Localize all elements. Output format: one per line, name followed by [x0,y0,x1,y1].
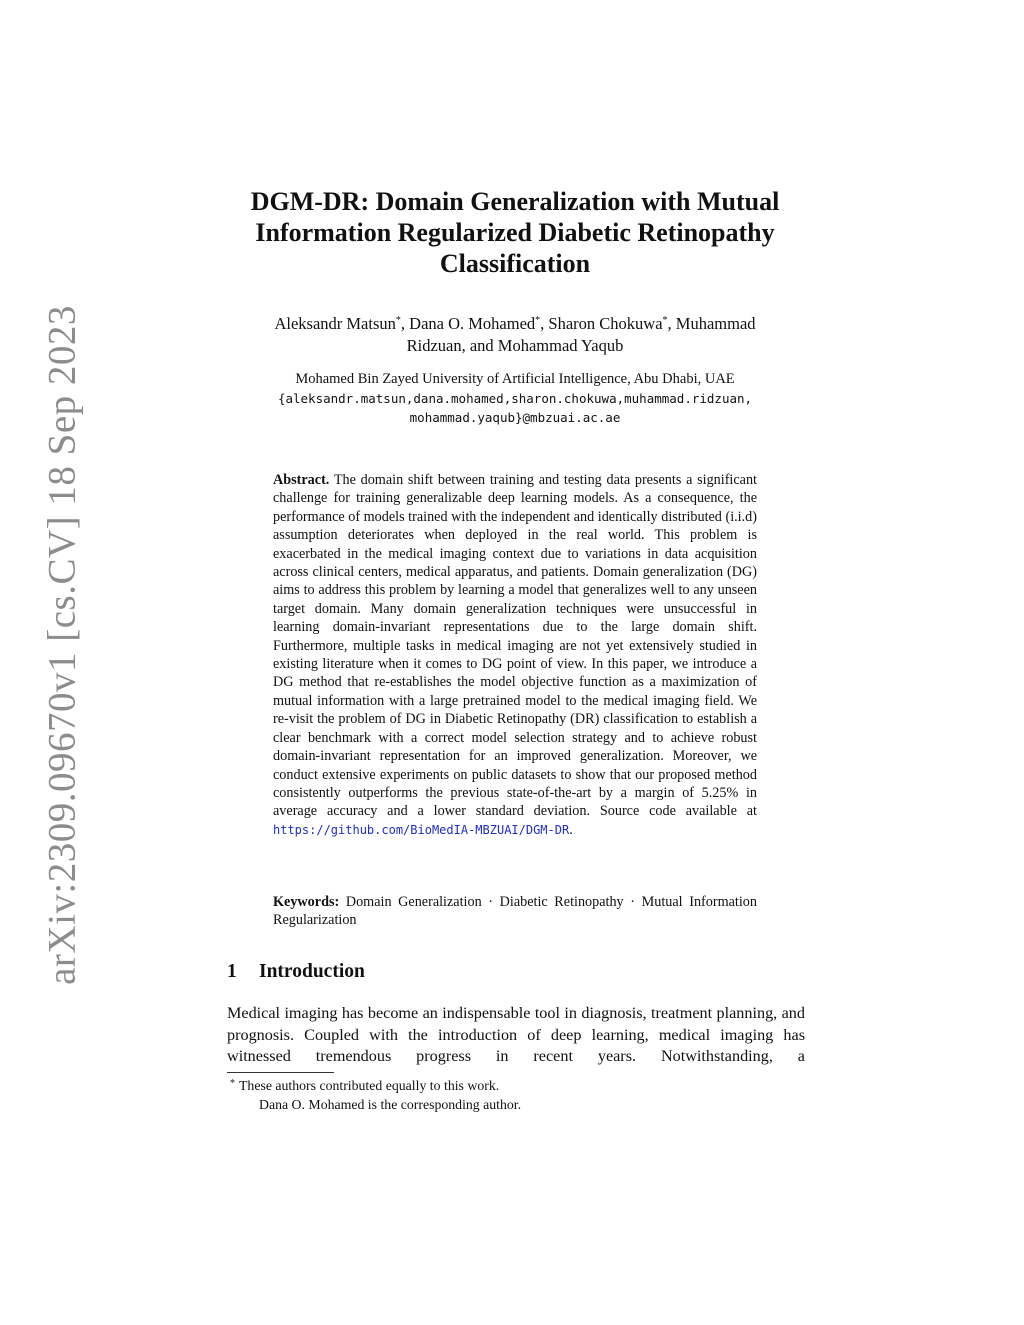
keywords-label: Keywords: [273,894,340,910]
source-code-link[interactable]: https://github.com/BioMedIA-MBZUAI/DGM-DR [273,822,570,837]
paper-title: DGM-DR: Domain Generalization with Mutual Information Regularized Diabetic Retinopathy Classification [250,187,780,278]
author-separator: , [667,314,676,333]
abstract-label: Abstract. [273,472,330,488]
email-line-2: mohammad.yaqub}@mbzuai.ac.ae [409,410,621,425]
footnote-divider [227,1072,334,1073]
introduction-paragraph: Medical imaging has become an indispensable tool in diagnosis, treatment planning, and prognosis. Coupled with the introduction of deep learning, medical imaging has witnessed tremendous progress in recent years. Notwithstanding, a [227,1004,805,1065]
institution: Mohamed Bin Zayed University of Artificial Intelligence, Abu Dhabi, UAE [295,371,735,387]
author-line-1 [210,313,820,335]
author-line-2: Ridzuan, and Mohammad Yaqub [406,336,624,355]
author-name: Dana O. Mohamed [409,314,536,333]
author-separator: , [400,314,410,333]
equal-contribution-mark: * [662,315,668,326]
email-line-1: {aleksandr.matsun,dana.mohamed,sharon.chokuwa,muhammad.ridzuan, [277,391,753,406]
author-name: Aleksandr Matsun [274,314,396,333]
abstract-end: . [569,821,573,838]
footnote-mark: * [230,1078,235,1089]
affiliation-block [230,370,800,427]
section-title: Introduction [259,961,365,982]
author-name: Muhammad [675,314,756,333]
footnote-1 [227,1076,807,1095]
author-separator: , [540,314,549,333]
keywords [273,893,757,930]
abstract-text: The domain shift between training and testing data presents a significant challenge for training generalizable deep learning models. As a consequence, the performance of models trained with the independent and identically distributed (i.i.d) assumption deteriorates when deployed in the real world. This problem is exacerbated in the medical imaging context due to variations in data acquisition across clinical centers, medical apparatus, and patients. Domain generalization (DG) aims to address this problem by learning a model that generalizes well to any unseen target domain. Many domain generalization techniques were unsuccessful in learning domain-invariant representations due to the large domain shift. Furthermore, multiple tasks in medical imaging are not yet extensively studied in existing literature when it comes to DG point of view. In this paper, we introduce a DG method that re-establishes the model objective function as a maximization of mutual information with a large pretrained model to the medical imaging field. We re-visit the problem of DG in Diabetic Retinopathy (DR) classification to establish a clear benchmark with a correct model selection strategy and to achieve robust domain-invariant representation for an improved generalization. Moreover, we conduct extensive experiments on public datasets to show that our proposed method consistently outperforms the previous state-of-the-art by a margin of 5.25% in average accuracy and a lower standard deviation. Source code available at [273,472,757,820]
footnote-2: Dana O. Mohamed is the corresponding author. [259,1097,522,1112]
author-list [210,313,820,357]
equal-contribution-mark: * [535,315,541,326]
footnote-text: These authors contributed equally to this work. [239,1078,500,1093]
arxiv-identifier: arXiv:2309.09670v1 [cs.CV] 18 Sep 2023 [40,305,84,985]
section-heading [227,961,365,983]
footnotes [227,1076,807,1114]
keywords-text: Domain Generalization · Diabetic Retinopathy · Mutual Information Regularization [273,894,757,929]
section-number: 1 [227,961,237,982]
abstract [273,471,757,839]
equal-contribution-mark: * [395,315,401,326]
author-name: Sharon Chokuwa [548,314,663,333]
